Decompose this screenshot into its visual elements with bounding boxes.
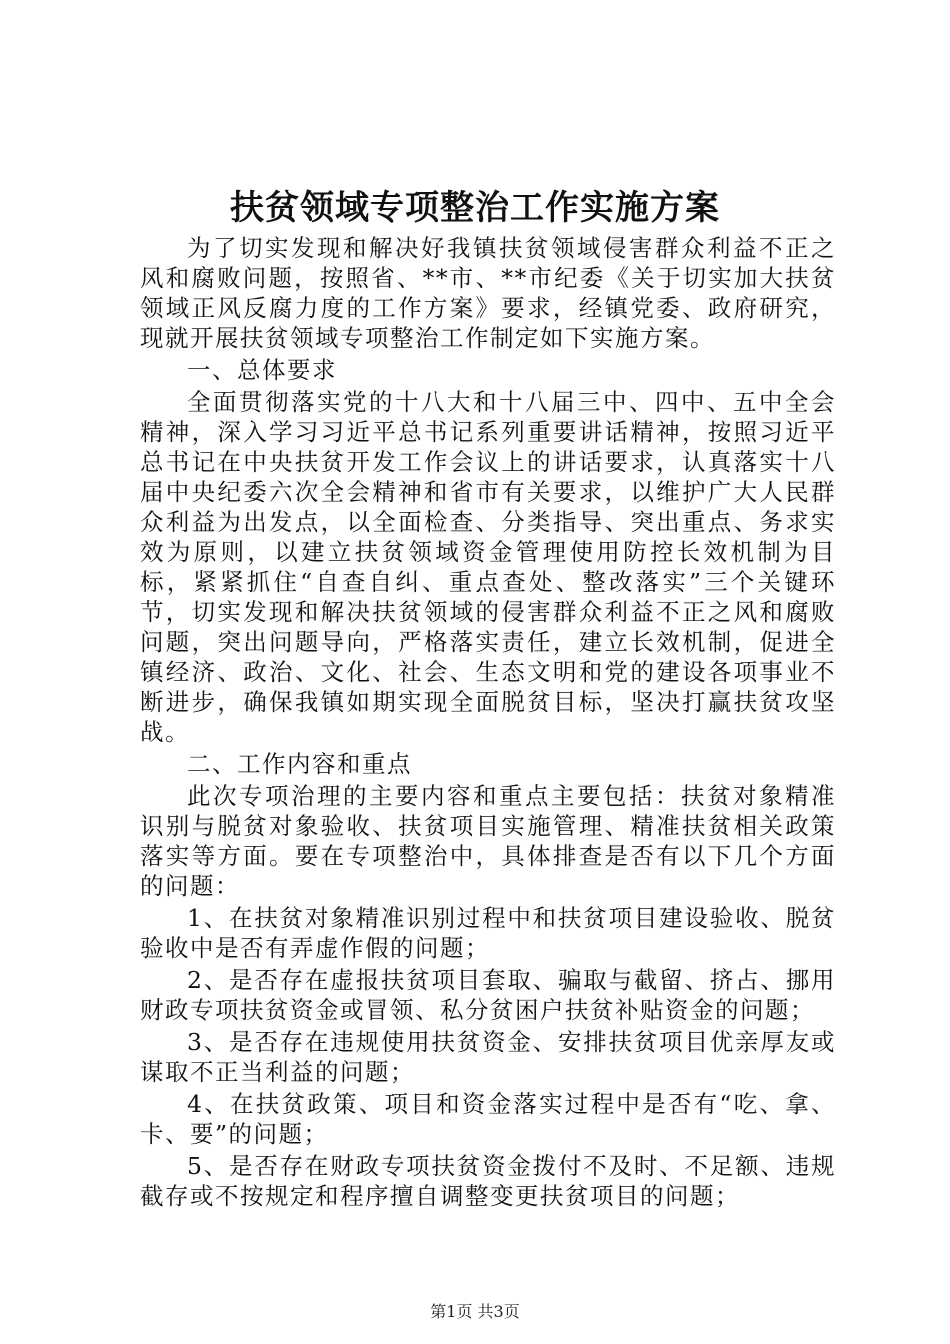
issue-item-3: 3、是否存在违规使用扶贫资金、安排扶贫项目优亲厚友或谋取不正当利益的问题； — [140, 1028, 836, 1086]
issue-item-4: 4、在扶贫政策、项目和资金落实过程中是否有“吃、拿、卡、要”的问题； — [140, 1090, 836, 1148]
issue-item-5: 5、是否存在财政专项扶贫资金拨付不及时、不足额、违规截存或不按规定和程序擅自调整变更扶贫项目的问题； — [140, 1152, 836, 1210]
document-title: 扶贫领域专项整治工作实施方案 — [230, 188, 720, 228]
section-heading-general-requirements: 一、总体要求 — [187, 356, 337, 384]
general-requirements-paragraph: 全面贯彻落实党的十八大和十八届三中、四中、五中全会精神，深入学习习近平总书记系列重要讲话精神，按照习近平总书记在中央扶贫开发工作会议上的讲话要求，认真落实十八届中央纪委六次全会精神和省市有关要求，以维护广大人民群众利益为出发点，以全面检查、分类指导、突出重点、务求实效为原则，以建立扶贫领域资金管理使用防控长效机制为目标，紧紧抓住“自查自纠、重点查处、整改落实”三个关键环节，切实发现和解决扶贫领域的侵害群众利益不正之风和腐败问题，突出问题导向，严格落实责任，建立长效机制，促进全镇经济、政治、文化、社会、生态文明和党的建设各项事业不断进步，确保我镇如期实现全面脱贫目标，坚决打赢扶贫攻坚战。 — [140, 388, 836, 746]
issue-item-1: 1、在扶贫对象精准识别过程中和扶贫项目建设验收、脱贫验收中是否有弄虚作假的问题； — [140, 904, 836, 962]
page-number-footer: 第1页 共3页 — [430, 1302, 520, 1321]
section-heading-work-content: 二、工作内容和重点 — [187, 750, 412, 778]
document-body — [140, 233, 836, 1213]
work-content-paragraph: 此次专项治理的主要内容和重点主要包括：扶贫对象精准识别与脱贫对象验收、扶贫项目实施管理、精准扶贫相关政策落实等方面。要在专项整治中，具体排查是否有以下几个方面的问题： — [140, 782, 836, 900]
intro-paragraph: 为了切实发现和解决好我镇扶贫领域侵害群众利益不正之风和腐败问题，按照省、**市、**市纪委《关于切实加大扶贫领域正风反腐力度的工作方案》要求，经镇党委、政府研究，现就开展扶贫领域专项整治工作制定如下实施方案。 — [140, 234, 836, 352]
issue-item-2: 2、是否存在虚报扶贫项目套取、骗取与截留、挤占、挪用财政专项扶贫资金或冒领、私分贫困户扶贫补贴资金的问题； — [140, 966, 836, 1024]
